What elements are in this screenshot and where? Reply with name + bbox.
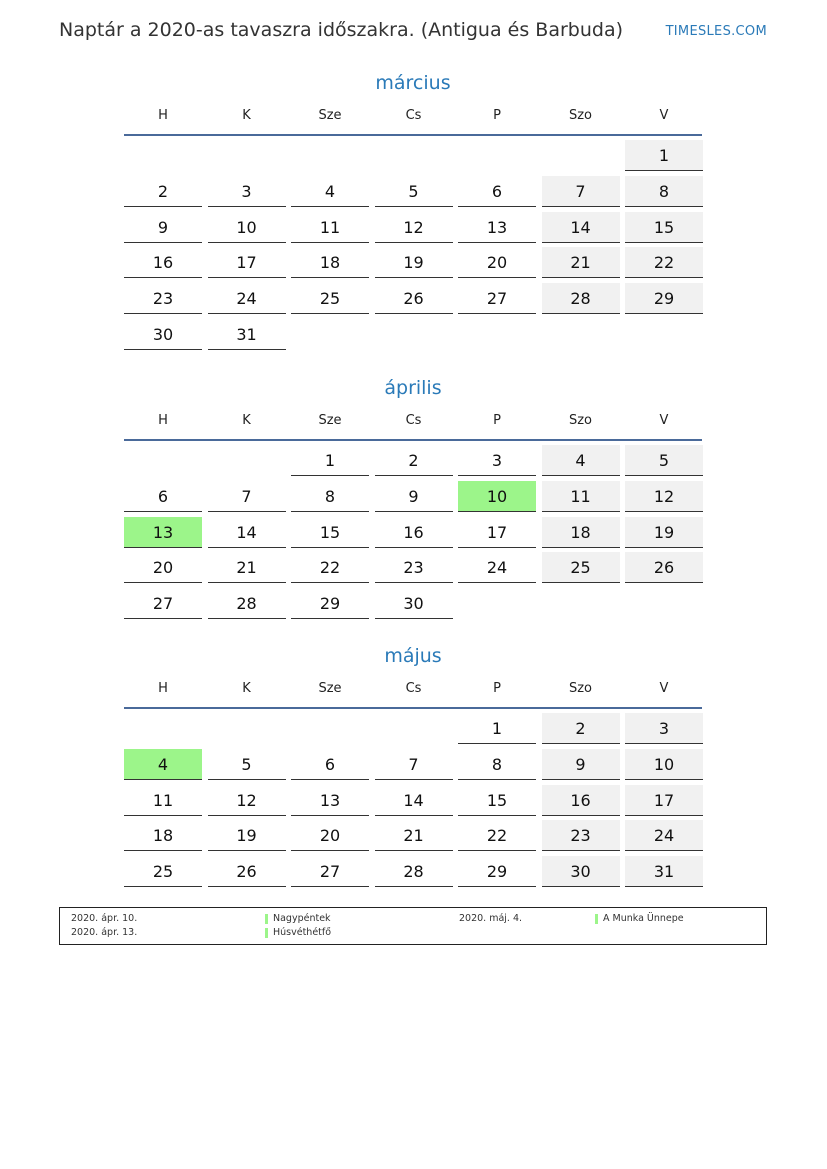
day-cell: 4 bbox=[542, 445, 620, 476]
weekday-label: P bbox=[493, 681, 501, 696]
weekday-label: K bbox=[242, 413, 251, 428]
day-cell: 29 bbox=[625, 283, 703, 314]
day-cell: 2 bbox=[542, 713, 620, 744]
header-divider bbox=[124, 707, 702, 709]
day-cell: 11 bbox=[124, 785, 202, 816]
day-cell: 31 bbox=[208, 319, 286, 350]
holiday-legend bbox=[59, 907, 767, 945]
brand-link[interactable]: TIMESLES.COM bbox=[665, 24, 767, 39]
day-cell: 12 bbox=[375, 212, 453, 243]
holiday-day-cell: 13 bbox=[124, 517, 202, 548]
weekday-label: P bbox=[493, 108, 501, 123]
day-cell: 20 bbox=[124, 552, 202, 583]
weekday-label: Cs bbox=[405, 681, 422, 696]
day-cell: 19 bbox=[625, 517, 703, 548]
day-cell: 17 bbox=[458, 517, 536, 548]
day-cell: 16 bbox=[124, 247, 202, 278]
legend-color-marker bbox=[265, 928, 268, 938]
day-cell: 24 bbox=[458, 552, 536, 583]
header-divider bbox=[124, 134, 702, 136]
holiday-day-cell: 4 bbox=[124, 749, 202, 780]
day-cell: 29 bbox=[291, 588, 369, 619]
day-cell: 21 bbox=[208, 552, 286, 583]
legend-date-2: 2020. ápr. 13. bbox=[71, 927, 138, 938]
day-cell: 31 bbox=[625, 856, 703, 887]
day-cell: 24 bbox=[625, 820, 703, 851]
weekday-header bbox=[124, 405, 702, 441]
day-cell: 12 bbox=[208, 785, 286, 816]
day-cell: 30 bbox=[375, 588, 453, 619]
day-cell: 22 bbox=[291, 552, 369, 583]
day-cell: 11 bbox=[291, 212, 369, 243]
day-cell: 21 bbox=[375, 820, 453, 851]
day-cell: 22 bbox=[625, 247, 703, 278]
day-cell: 10 bbox=[208, 212, 286, 243]
day-cell: 25 bbox=[291, 283, 369, 314]
day-cell: 15 bbox=[458, 785, 536, 816]
day-cell: 19 bbox=[375, 247, 453, 278]
page-title: Naptár a 2020-as tavaszra időszakra. (Antigua és Barbuda) bbox=[59, 19, 623, 41]
day-cell: 23 bbox=[542, 820, 620, 851]
day-cell: 3 bbox=[625, 713, 703, 744]
legend-color-marker bbox=[265, 914, 268, 924]
day-cell: 15 bbox=[625, 212, 703, 243]
day-cell: 6 bbox=[124, 481, 202, 512]
day-cell: 21 bbox=[542, 247, 620, 278]
day-cell: 9 bbox=[375, 481, 453, 512]
day-cell: 8 bbox=[625, 176, 703, 207]
day-cell: 8 bbox=[458, 749, 536, 780]
month-name: május bbox=[384, 645, 442, 667]
month-block bbox=[124, 70, 702, 344]
day-cell: 7 bbox=[542, 176, 620, 207]
day-cell: 14 bbox=[375, 785, 453, 816]
month-name: április bbox=[384, 377, 442, 399]
day-cell: 15 bbox=[291, 517, 369, 548]
day-cell: 9 bbox=[542, 749, 620, 780]
day-cell: 5 bbox=[375, 176, 453, 207]
day-cell: 18 bbox=[542, 517, 620, 548]
day-cell: 11 bbox=[542, 481, 620, 512]
day-cell: 2 bbox=[375, 445, 453, 476]
day-cell: 28 bbox=[208, 588, 286, 619]
day-cell: 1 bbox=[291, 445, 369, 476]
day-cell: 27 bbox=[458, 283, 536, 314]
day-cell: 6 bbox=[458, 176, 536, 207]
weekday-label: Cs bbox=[405, 108, 422, 123]
day-cell: 22 bbox=[458, 820, 536, 851]
weekday-header bbox=[124, 100, 702, 136]
day-cell: 5 bbox=[625, 445, 703, 476]
day-cell: 20 bbox=[458, 247, 536, 278]
weekday-label: P bbox=[493, 413, 501, 428]
day-cell: 4 bbox=[291, 176, 369, 207]
weekday-label: Szo bbox=[568, 681, 593, 696]
weekday-label: H bbox=[158, 108, 168, 123]
day-cell: 28 bbox=[542, 283, 620, 314]
day-cell: 1 bbox=[458, 713, 536, 744]
month-name: március bbox=[375, 72, 451, 94]
header-divider bbox=[124, 439, 702, 441]
weekday-label: V bbox=[659, 681, 669, 696]
day-cell: 30 bbox=[542, 856, 620, 887]
day-cell: 26 bbox=[625, 552, 703, 583]
legend-date-3: 2020. máj. 4. bbox=[459, 913, 523, 924]
holiday-day-cell: 10 bbox=[458, 481, 536, 512]
weekday-label: K bbox=[242, 108, 251, 123]
day-cell: 6 bbox=[291, 749, 369, 780]
day-cell: 30 bbox=[124, 319, 202, 350]
day-cell: 17 bbox=[625, 785, 703, 816]
day-cell: 9 bbox=[124, 212, 202, 243]
day-cell: 14 bbox=[542, 212, 620, 243]
weekday-label: V bbox=[659, 413, 669, 428]
day-cell: 19 bbox=[208, 820, 286, 851]
day-cell: 16 bbox=[375, 517, 453, 548]
day-cell: 13 bbox=[291, 785, 369, 816]
day-cell: 14 bbox=[208, 517, 286, 548]
day-cell: 18 bbox=[291, 247, 369, 278]
day-cell: 27 bbox=[124, 588, 202, 619]
day-cell: 18 bbox=[124, 820, 202, 851]
legend-name-1: Nagypéntek bbox=[273, 913, 331, 924]
day-cell: 17 bbox=[208, 247, 286, 278]
legend-name-2: Húsvéthétfő bbox=[273, 927, 332, 938]
day-cell: 26 bbox=[375, 283, 453, 314]
weekday-label: H bbox=[158, 413, 168, 428]
weekday-label: H bbox=[158, 681, 168, 696]
day-cell: 23 bbox=[124, 283, 202, 314]
day-cell: 23 bbox=[375, 552, 453, 583]
weekday-label: V bbox=[659, 108, 669, 123]
day-cell: 25 bbox=[124, 856, 202, 887]
day-cell: 16 bbox=[542, 785, 620, 816]
legend-name-3: A Munka Ünnepe bbox=[603, 913, 684, 924]
weekday-label: Szo bbox=[568, 108, 593, 123]
month-block bbox=[124, 375, 702, 614]
day-cell: 28 bbox=[375, 856, 453, 887]
weekday-header bbox=[124, 673, 702, 709]
day-cell: 13 bbox=[458, 212, 536, 243]
weekday-label: Szo bbox=[568, 413, 593, 428]
day-cell: 27 bbox=[291, 856, 369, 887]
day-cell: 8 bbox=[291, 481, 369, 512]
day-cell: 5 bbox=[208, 749, 286, 780]
day-cell: 12 bbox=[625, 481, 703, 512]
weekday-label: K bbox=[242, 681, 251, 696]
day-cell: 29 bbox=[458, 856, 536, 887]
legend-date-1: 2020. ápr. 10. bbox=[71, 913, 138, 924]
day-cell: 7 bbox=[208, 481, 286, 512]
day-cell: 25 bbox=[542, 552, 620, 583]
day-cell: 1 bbox=[625, 140, 703, 171]
weekday-label: Sze bbox=[318, 681, 342, 696]
day-cell: 3 bbox=[208, 176, 286, 207]
legend-color-marker bbox=[595, 914, 598, 924]
weekday-label: Sze bbox=[318, 108, 342, 123]
day-cell: 24 bbox=[208, 283, 286, 314]
day-cell: 7 bbox=[375, 749, 453, 780]
weekday-label: Sze bbox=[318, 413, 342, 428]
day-cell: 3 bbox=[458, 445, 536, 476]
day-cell: 26 bbox=[208, 856, 286, 887]
weekday-label: Cs bbox=[405, 413, 422, 428]
day-cell: 20 bbox=[291, 820, 369, 851]
month-block bbox=[124, 643, 702, 882]
day-cell: 10 bbox=[625, 749, 703, 780]
day-cell: 2 bbox=[124, 176, 202, 207]
